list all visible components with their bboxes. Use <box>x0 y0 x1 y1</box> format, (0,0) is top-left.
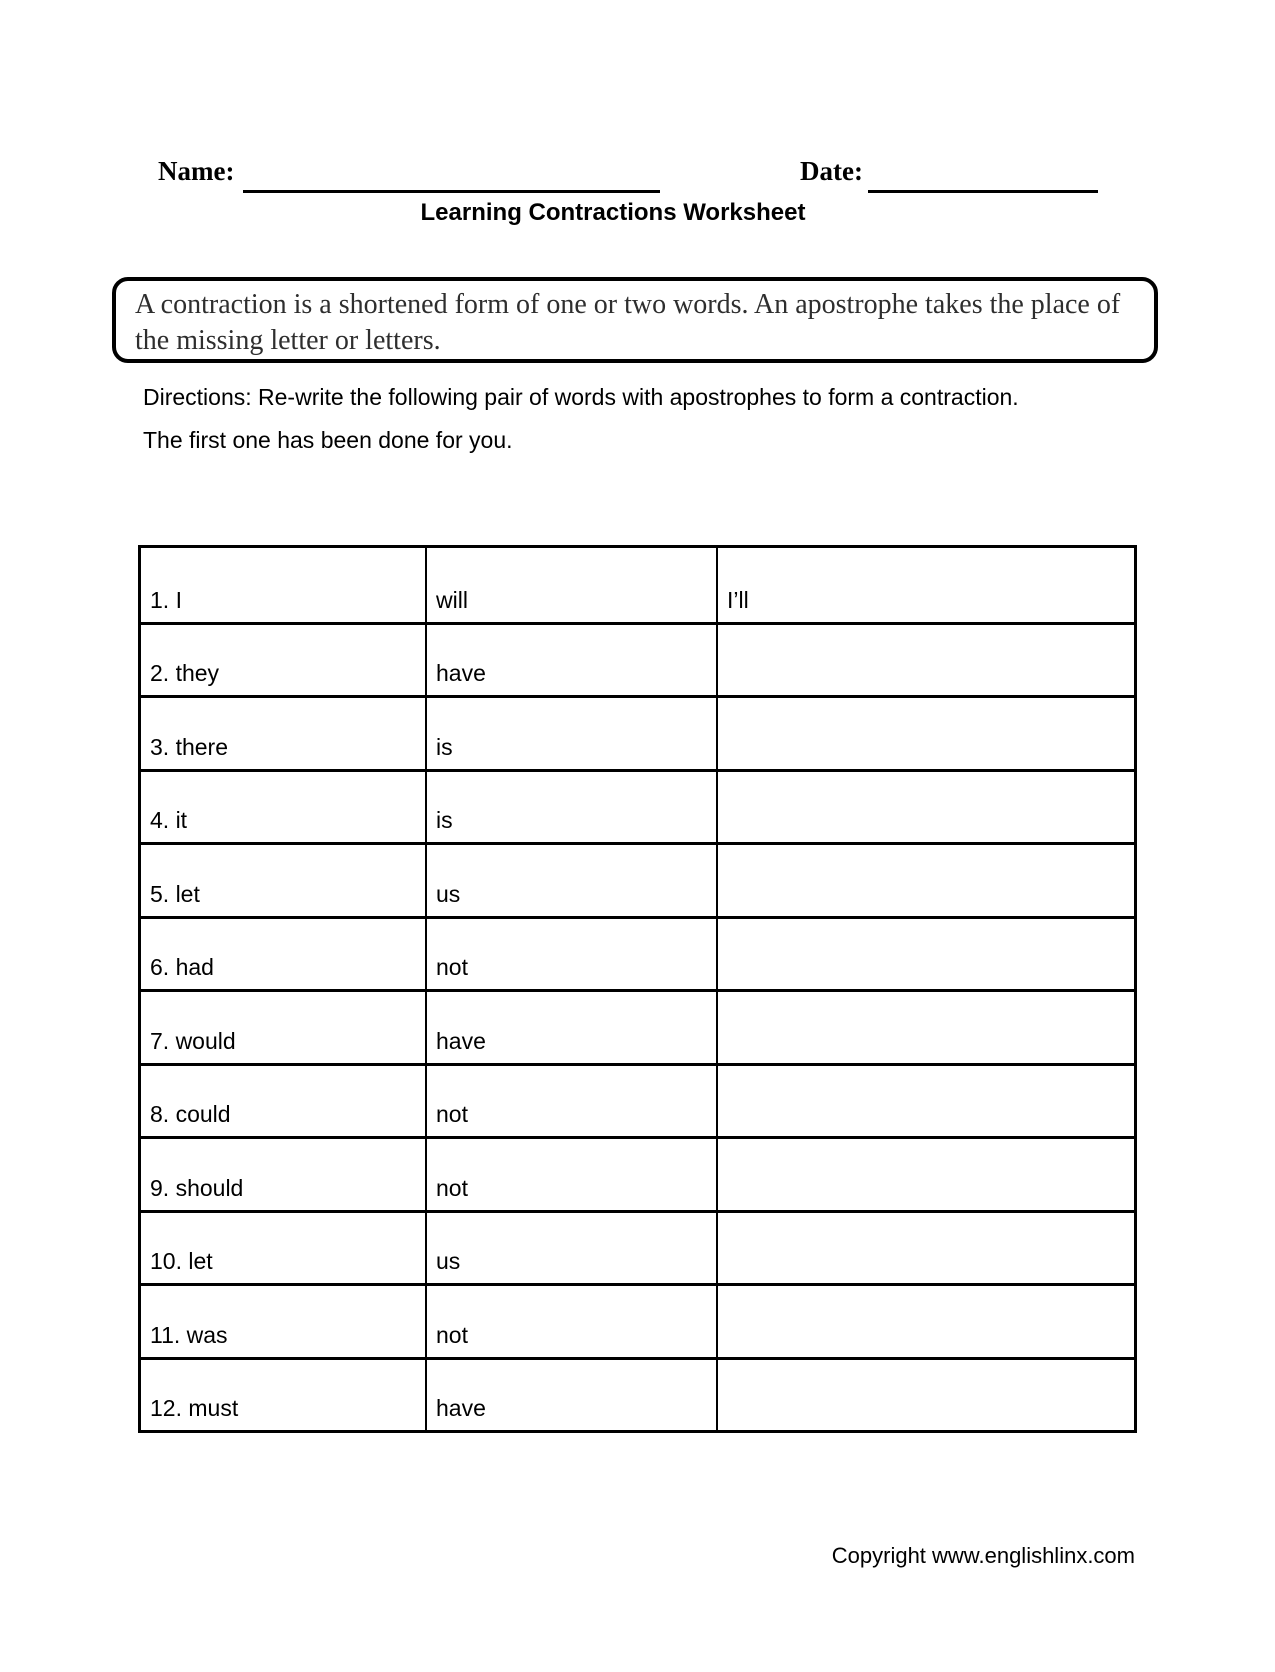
word-pair-second-cell: not <box>425 1139 716 1210</box>
word-pair-first-cell: 5. let <box>150 880 200 907</box>
contraction-answer-cell[interactable] <box>716 625 1134 696</box>
word-pair-second-cell: not <box>425 1066 716 1137</box>
name-fill-line[interactable] <box>243 190 660 193</box>
word-pair-second-cell: us <box>425 845 716 916</box>
contractions-table <box>138 545 1137 1433</box>
word-pair-first-cell: 4. it <box>150 807 188 833</box>
table-row <box>141 1210 1134 1284</box>
contraction-answer-cell[interactable] <box>716 919 1134 990</box>
word-pair-second-cell: not <box>425 1286 716 1357</box>
table-row <box>141 1063 1134 1137</box>
word-pair-second-cell: is <box>425 698 716 769</box>
word-pair-first-cell: 11. was <box>150 1321 228 1348</box>
table-row <box>141 769 1134 843</box>
contraction-answer-cell[interactable] <box>716 1360 1134 1431</box>
directions-text: Directions: Re-write the following pair of words with apostrophes to form a contraction. The first one has been done for you. <box>143 384 1019 453</box>
table-row <box>141 916 1134 990</box>
page-title: Learning Contractions Worksheet <box>420 199 806 226</box>
contraction-answer-cell[interactable] <box>716 992 1134 1063</box>
word-pair-first-cell: 2. they <box>150 660 220 686</box>
contraction-answer-cell[interactable]: I’ll <box>716 548 1134 622</box>
table-row <box>141 1283 1134 1357</box>
word-pair-first-cell: 10. let <box>150 1248 213 1274</box>
table-row <box>141 989 1134 1063</box>
word-pair-second-cell: have <box>425 992 716 1063</box>
contraction-answer-cell[interactable] <box>716 1286 1134 1357</box>
table-row <box>141 622 1134 696</box>
definition-box <box>112 277 1158 363</box>
word-pair-second-cell: will <box>425 548 716 622</box>
contraction-answer-cell[interactable] <box>716 1139 1134 1210</box>
table-row <box>141 1357 1134 1431</box>
word-pair-second-cell: not <box>425 919 716 990</box>
word-pair-second-cell: have <box>425 625 716 696</box>
date-fill-line[interactable] <box>868 190 1098 193</box>
word-pair-second-cell: have <box>425 1360 716 1431</box>
word-pair-first-cell: 12. must <box>150 1395 239 1421</box>
copyright-text: Copyright www.englishlinx.com <box>831 1543 1135 1568</box>
name-label: Name: <box>158 156 235 186</box>
word-pair-first-cell: 8. could <box>150 1101 231 1127</box>
table-row <box>141 548 1134 622</box>
word-pair-first-cell: 7. would <box>150 1027 236 1054</box>
table-row <box>141 842 1134 916</box>
word-pair-second-cell: us <box>425 1213 716 1284</box>
contraction-answer-cell[interactable] <box>716 1066 1134 1137</box>
definition-text: A contraction is a shortened form of one or two words. An apostrophe takes the place of the missing letter or letters. <box>135 289 1121 356</box>
contraction-answer-cell[interactable] <box>716 772 1134 843</box>
date-label: Date: <box>800 156 863 186</box>
contraction-answer-cell[interactable] <box>716 698 1134 769</box>
word-pair-first-cell: 6. had <box>150 954 214 980</box>
word-pair-first-cell: 9. should <box>150 1174 244 1201</box>
contraction-answer-cell[interactable] <box>716 845 1134 916</box>
table-row <box>141 695 1134 769</box>
contraction-answer-cell[interactable] <box>716 1213 1134 1284</box>
word-pair-second-cell: is <box>425 772 716 843</box>
word-pair-first-cell: 1. I <box>150 586 182 613</box>
table-row <box>141 1136 1134 1210</box>
word-pair-first-cell: 3. there <box>150 733 228 760</box>
